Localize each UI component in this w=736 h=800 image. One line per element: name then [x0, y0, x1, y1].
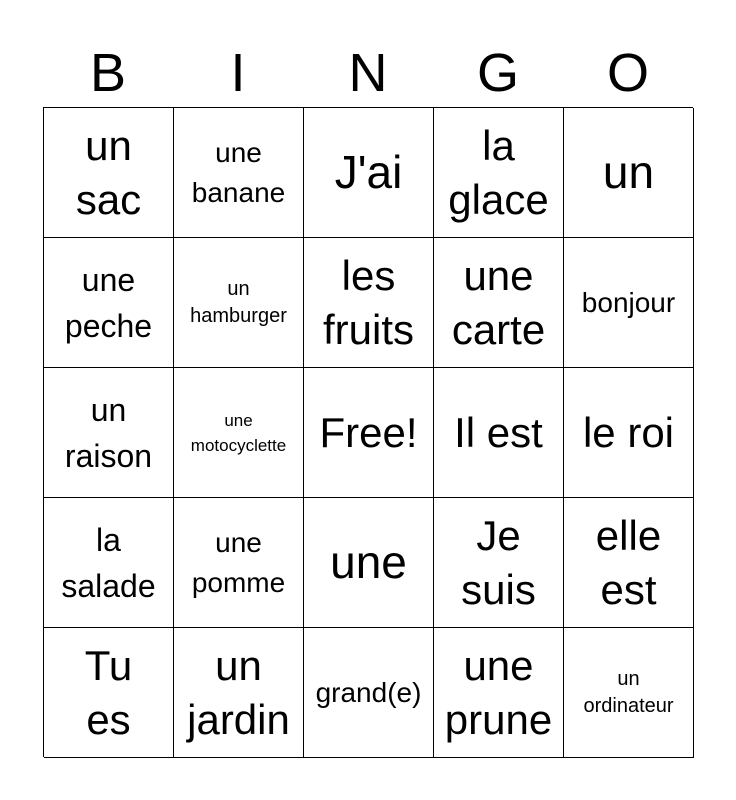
bingo-cell[interactable]: [564, 368, 694, 498]
cell-text: grand(e): [315, 676, 422, 708]
cell-text: Il est: [454, 408, 543, 456]
header-letter-o: O: [606, 43, 649, 103]
bingo-cell[interactable]: [304, 628, 434, 758]
cell-text: un jardin: [187, 641, 290, 743]
cell-text: la salade: [61, 521, 156, 604]
bingo-cell[interactable]: [174, 238, 304, 368]
bingo-cell[interactable]: [434, 498, 564, 628]
cell-text: un ordinateur: [583, 667, 674, 717]
bingo-cell[interactable]: [564, 628, 694, 758]
cell-text: une motocyclette: [190, 410, 287, 455]
bingo-cell[interactable]: [44, 628, 174, 758]
cell-text: les fruits: [322, 251, 414, 353]
cell-text: un hamburger: [190, 277, 287, 327]
cell-text: J'ai: [334, 146, 403, 198]
cell-text: la glace: [448, 121, 549, 223]
cell-text: Tu es: [84, 641, 133, 743]
bingo-cell[interactable]: [434, 368, 564, 498]
cell-text: Je suis: [461, 511, 536, 613]
bingo-cell[interactable]: [174, 108, 304, 238]
bingo-cell[interactable]: [304, 498, 434, 628]
header-letter-i: I: [230, 43, 246, 103]
bingo-cell[interactable]: [434, 238, 564, 368]
bingo-cell[interactable]: [304, 108, 434, 238]
cell-text: une peche: [64, 261, 153, 344]
bingo-cell[interactable]: [564, 498, 694, 628]
header-letter-n: N: [348, 43, 388, 103]
cell-text: une prune: [444, 641, 553, 743]
bingo-cell[interactable]: [44, 238, 174, 368]
cell-text: elle est: [595, 511, 662, 613]
cell-text: un raison: [64, 391, 153, 474]
bingo-cell[interactable]: [174, 498, 304, 628]
bingo-cell[interactable]: [44, 498, 174, 628]
cell-text: une: [330, 536, 407, 588]
bingo-cell[interactable]: [174, 628, 304, 758]
cell-text: le roi: [582, 408, 675, 456]
bingo-board: [43, 107, 693, 757]
bingo-header: [43, 40, 693, 106]
cell-text: un: [602, 146, 655, 198]
cell-text: une carte: [451, 251, 546, 353]
header-letter-b: B: [89, 43, 127, 103]
bingo-cell free-space[interactable]: [304, 368, 434, 498]
cell-text: une pomme: [191, 526, 286, 598]
cell-text: bonjour: [581, 286, 676, 318]
bingo-cell[interactable]: [44, 368, 174, 498]
cell-text: une banane: [191, 136, 286, 208]
bingo-cell[interactable]: [174, 368, 304, 498]
header-letter-g: G: [476, 43, 519, 103]
cell-text: un sac: [75, 121, 142, 223]
bingo-cell[interactable]: [434, 108, 564, 238]
cell-text: Free!: [319, 408, 418, 456]
bingo-cell[interactable]: [564, 238, 694, 368]
bingo-cell[interactable]: [564, 108, 694, 238]
bingo-cell[interactable]: [44, 108, 174, 238]
bingo-cell[interactable]: [304, 238, 434, 368]
bingo-cell[interactable]: [434, 628, 564, 758]
